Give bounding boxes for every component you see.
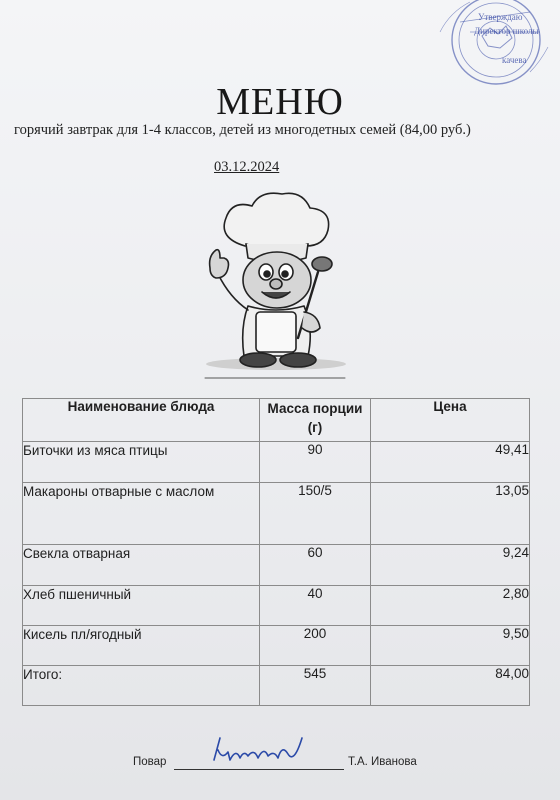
stamp-name-text: качева — [502, 55, 527, 65]
dish-price: 49,41 — [371, 442, 530, 483]
total-price: 84,00 — [371, 666, 530, 706]
table-row — [23, 442, 530, 483]
stamp-approve-text: Утверждаю — [478, 12, 523, 22]
header-portion-mass: Масса порции (г) — [260, 399, 371, 442]
page-title: МЕНЮ — [216, 81, 344, 123]
table-row — [23, 483, 530, 545]
dish-mass: 90 — [260, 442, 371, 483]
chef-illustration — [190, 188, 360, 380]
table-header-row — [23, 399, 530, 442]
menu-date: 03.12.2024 — [214, 159, 280, 175]
dish-mass: 60 — [260, 545, 371, 586]
dish-name: Свекла отварная — [23, 545, 260, 586]
total-label: Итого: — [23, 666, 260, 706]
dish-price: 2,80 — [371, 586, 530, 626]
dish-name: Макароны отварные с маслом — [23, 483, 260, 545]
cook-name: Т.А. Иванова — [348, 756, 417, 768]
dish-mass: 40 — [260, 586, 371, 626]
table-row — [23, 626, 530, 666]
menu-subtitle: горячий завтрак для 1-4 классов, детей из многодетных семей (84,00 руб.) — [14, 122, 471, 138]
handwritten-signature — [208, 730, 308, 772]
dish-price: 13,05 — [371, 483, 530, 545]
dish-mass: 150/5 — [260, 483, 371, 545]
dish-name: Кисель пл/ягодный — [23, 626, 260, 666]
menu-table — [22, 398, 530, 706]
dish-mass: 200 — [260, 626, 371, 666]
table-total-row — [23, 666, 530, 706]
header-price: Цена — [371, 399, 530, 442]
dish-price: 9,50 — [371, 626, 530, 666]
header-dish-name: Наименование блюда — [23, 399, 260, 442]
table-row — [23, 545, 530, 586]
dish-name: Биточки из мяса птицы — [23, 442, 260, 483]
dish-price: 9,24 — [371, 545, 530, 586]
cook-role-label: Повар — [133, 756, 167, 768]
stamp-director-text: Директор школы — [474, 26, 539, 36]
table-row — [23, 586, 530, 626]
total-mass: 545 — [260, 666, 371, 706]
dish-name: Хлеб пшеничный — [23, 586, 260, 626]
